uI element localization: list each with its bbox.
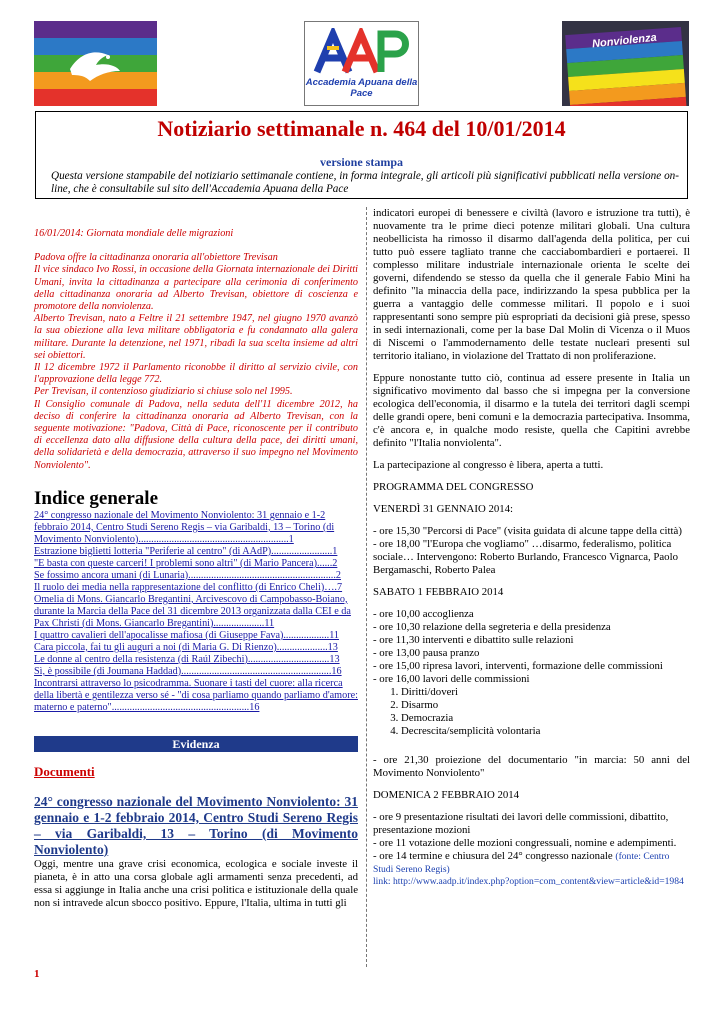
news-paragraph: Per Trevisan, il contenzioso giudiziario si chiuse solo nel 1995. [34,386,293,398]
aap-letters-icon [313,28,411,76]
program-item: - ore 15,00 ripresa lavori, interventi, formazione delle commissioni [373,660,663,672]
program-item [373,850,690,876]
program-item: - ore 13,00 pausa pranzo [373,647,480,659]
commissions-list [373,686,690,738]
page-title: Notiziario settimanale n. 464 del 10/01/2014 [157,116,566,141]
program-item: - ore 9 presentazione risultati dei lavori delle commissioni, dibattito, presentazione mozioni [373,811,669,836]
article-paragraph: Eppure nonostante tutto ciò, continua ad essere presente in Italia un significativo movimento dal basso che si impegna per la conversione ecologica dell'economia, il disarmo e la tutela dei territori dagli scempi delle grandi opere, beni comuni e la democrazia partecipativa. Insomma, c'è ancora e, in qualche modo resiste, quella che Capitini avrebbe definito "l'Italia nonviolenta". [373,372,690,449]
nonviolenza-flag-text: Nonviolenza [591,31,658,51]
program-item: - ore 10,00 accoglienza [373,608,474,620]
friday-title: VENERDÌ 31 GENNAIO 2014: [373,503,514,515]
news-paragraph: Il 12 dicembre 1972 il Parlamento riconobbe il diritto al servizio civile, con l'approvazione della legge 772. [34,362,358,386]
news-date: 16/01/2014: Giornata mondiale delle migrazioni [34,228,234,239]
index-title: Indice generale [34,487,159,509]
table-of-contents [34,510,358,714]
right-column [373,207,690,887]
title-box [35,111,688,199]
list-item: 1. Diritti/doveri [401,686,690,699]
article-title: 24° congresso nazionale del Movimento Nonviolento: 31 gennaio e 1-2 febbraio 2014, Centro Studi Sereno Regis – via Garibaldi, 13 – Torino (di Movimento Nonviolento) [34,793,358,857]
toc-link[interactable]: 24° congresso nazionale del Movimento Nonviolento: 31 gennaio e 1-2 febbraio 2014, Centro Studi Sereno Regis – via Garibaldi, 13 – Torino (di Movimento Nonviolento)...........................................................1 [34,509,335,545]
documenti-heading: Documenti [34,763,95,779]
program-item: - ore 21,30 proiezione del documentario "in marcia: 50 anni del Movimento Nonviolento" [373,754,690,779]
program-item: - ore 15,30 "Percorsi di Pace" (visita guidata di alcune tappe della città) [373,525,682,537]
page-number: 1 [34,968,40,980]
toc-link[interactable]: Sì, è possibile (di Joumana Haddad)...........................................................16 [34,665,342,677]
left-column [34,228,358,910]
list-item: 2. Disarmo [401,699,690,712]
toc-link[interactable]: Le donne al centro della resistenza (di Raúl Zibechi)................................13 [34,653,340,665]
saturday-title: SABATO 1 FEBBRAIO 2014 [373,586,504,598]
aadp-logo-text: Accademia Apuana della Pace [305,77,418,99]
article-paragraph: La partecipazione al congresso è libera, aperta a tutti. [373,459,604,471]
column-divider [366,207,368,967]
subtitle: versione stampa [320,155,403,169]
intro-text: Questa versione stampabile del notiziario settimanale contiene, in forma integrale, gli articoli più significativi pubblicati nella versione on-line, che è consultabile sul sito dell'Accademia Apuana della Pace [51,170,679,195]
article-link[interactable]: link: http://www.aadp.it/index.php?option=com_content&view=article&id=1984 [373,876,684,887]
toc-link[interactable]: "E basta con queste carceri! I problemi sono altri" (di Mario Pancera)......2 [34,557,338,569]
sunday-title: DOMENICA 2 FEBBRAIO 2014 [373,789,520,801]
news-paragraph: Alberto Trevisan, nato a Feltre il 21 settembre 1947, nel giugno 1970 avanzò la sua obiezione alla leva militare obbligatoria e fu condannato alla galera militare. Durante la detenzione, nel 1971, ribadì la sua scelta insieme ad altri sei obiettori. [34,313,358,361]
program-title: PROGRAMMA DEL CONGRESSO [373,481,534,493]
program-item: - ore 16,00 lavori delle commissioni [373,673,530,685]
news-headline: Padova offre la cittadinanza onoraria all'obiettore Trevisan [34,252,278,264]
toc-link[interactable]: Estrazione biglietti lotteria "Periferie al centro" (di AAdP)........................1 [34,545,338,557]
aadp-logo [304,21,419,106]
peace-flag-logo [34,21,157,106]
program-item: - ore 18,00 "l'Europa che vogliamo" …disarmo, federalismo, politica sociale… Intervengono: Roberto Burlando, Francesco Vignarca, Paolo Bergamaschi, Roberto Palea [373,538,678,576]
toc-link[interactable]: Il ruolo dei media nella rappresentazione del conflitto (di Enrico Cheli)….7 [34,581,343,593]
list-item: 3. Democrazia [401,712,690,725]
dove-icon [64,39,124,89]
news-paragraph: Il vice sindaco Ivo Rossi, in occasione della Giornata internazionale dei Diritti Umani, invita la cittadinanza a partecipare alla cerimonia di conferimento della cittadinanza onoraria ad Alberto Trevisan, obiettore di coscienza e promotore della nonviolenza. [34,264,358,313]
program-item: - ore 11 votazione delle mozioni congressuali, nomine e adempimenti. [373,837,677,849]
article-paragraph: indicatori europei di benessere e civiltà (lavoro e istruzione tra tutti), è nuovamente tra le prime dieci potenze militari globali. Una cultura neobellicista ha rimosso il disarmo dall'agenda della politica, per cui tutto può essere tagliato tranne che cacciabombardieri e portaerei. Il complesso militare industriale internazionale orienta le scelte dei governi, difendendo se stesso da quella che il generale Fabio Mini ha definito "la minaccia della pace, indirizzando la spesa pubblica per la guerra a vantaggio delle commesse militari. Il popolo e i suoi rappresentanti sono sempre più espropriati da decisioni già prese, spesso in sedi internazionali, come per la base Dal Molin di Vicenza o il Muos di Niscemi o l'ammodernamento delle testate nucleari presenti sul territorio italiano, in violazione del Trattato di non proliferazione. [373,207,690,362]
program-item: - ore 11,30 interventi e dibattito sulle relazioni [373,634,574,646]
toc-link[interactable]: Incontrarsi attraverso lo psicodramma. Suonare i tasti del cuore: alla ricerca della libertà e gentilezza verso sé - "di cosa parliamo quando parliamo d'amore: materno e paterno"......................................................16 [34,677,358,713]
toc-link[interactable]: I quattro cavalieri dell'apocalisse mafiosa (di Giuseppe Fava)..................11 [34,629,340,641]
list-item: 4. Decrescita/semplicità volontaria [401,725,690,738]
toc-link[interactable]: Omelia di Mons. Giancarlo Bregantini, Arcivescovo di Campobasso-Boiano, durante la Marcia della Pace del 31 dicembre 2013 organizzata dalla CEI e da Pax Christi (di Mons. Giancarlo Bregantini)....................11 [34,593,351,629]
toc-link[interactable]: Se fossimo ancora umani (di Lunaria)..........................................................2 [34,569,341,581]
program-item-text: - ore 14 termine e chiusura del 24° congresso nazionale [373,850,616,862]
article-body: Oggi, mentre una grave crisi economica, ecologica e sociale investe il pianeta, è in atto una corsa globale agli armamenti senza precedenti, ad essa si aggiunge in Italia anche una crisi politica e istituzionale della quale non si intravede alcun sbocco positivo. Eppure, l'Italia, ultima in tutti gli [34,857,358,909]
program-item: - ore 10,30 relazione della segreteria e della presidenza [373,621,611,633]
evidenza-banner: Evidenza [34,736,358,752]
toc-link[interactable]: Cara piccola, fai tu gli auguri a noi (di Maria G. Di Rienzo)....................13 [34,641,338,653]
news-paragraph: Il Consiglio comunale di Padova, nella seduta dell'11 dicembre 2012, ha deciso di conferire la cittadinanza onoraria ad Alberto Trevisan, con la seguente motivazione: "Padova, Città di Pace, riconoscente per il contributo di eccellenza dato alla diffusione della cultura della pace, dei diritti umani, della solidarietà e della democrazia, attraverso il suo impegno nel Movimento Nonviolento". [34,398,358,471]
nonviolenza-flag-photo [562,21,689,106]
source-note: (fonte: Centro Studi Sereno Regis) [373,851,670,875]
news-spacer [34,240,358,252]
